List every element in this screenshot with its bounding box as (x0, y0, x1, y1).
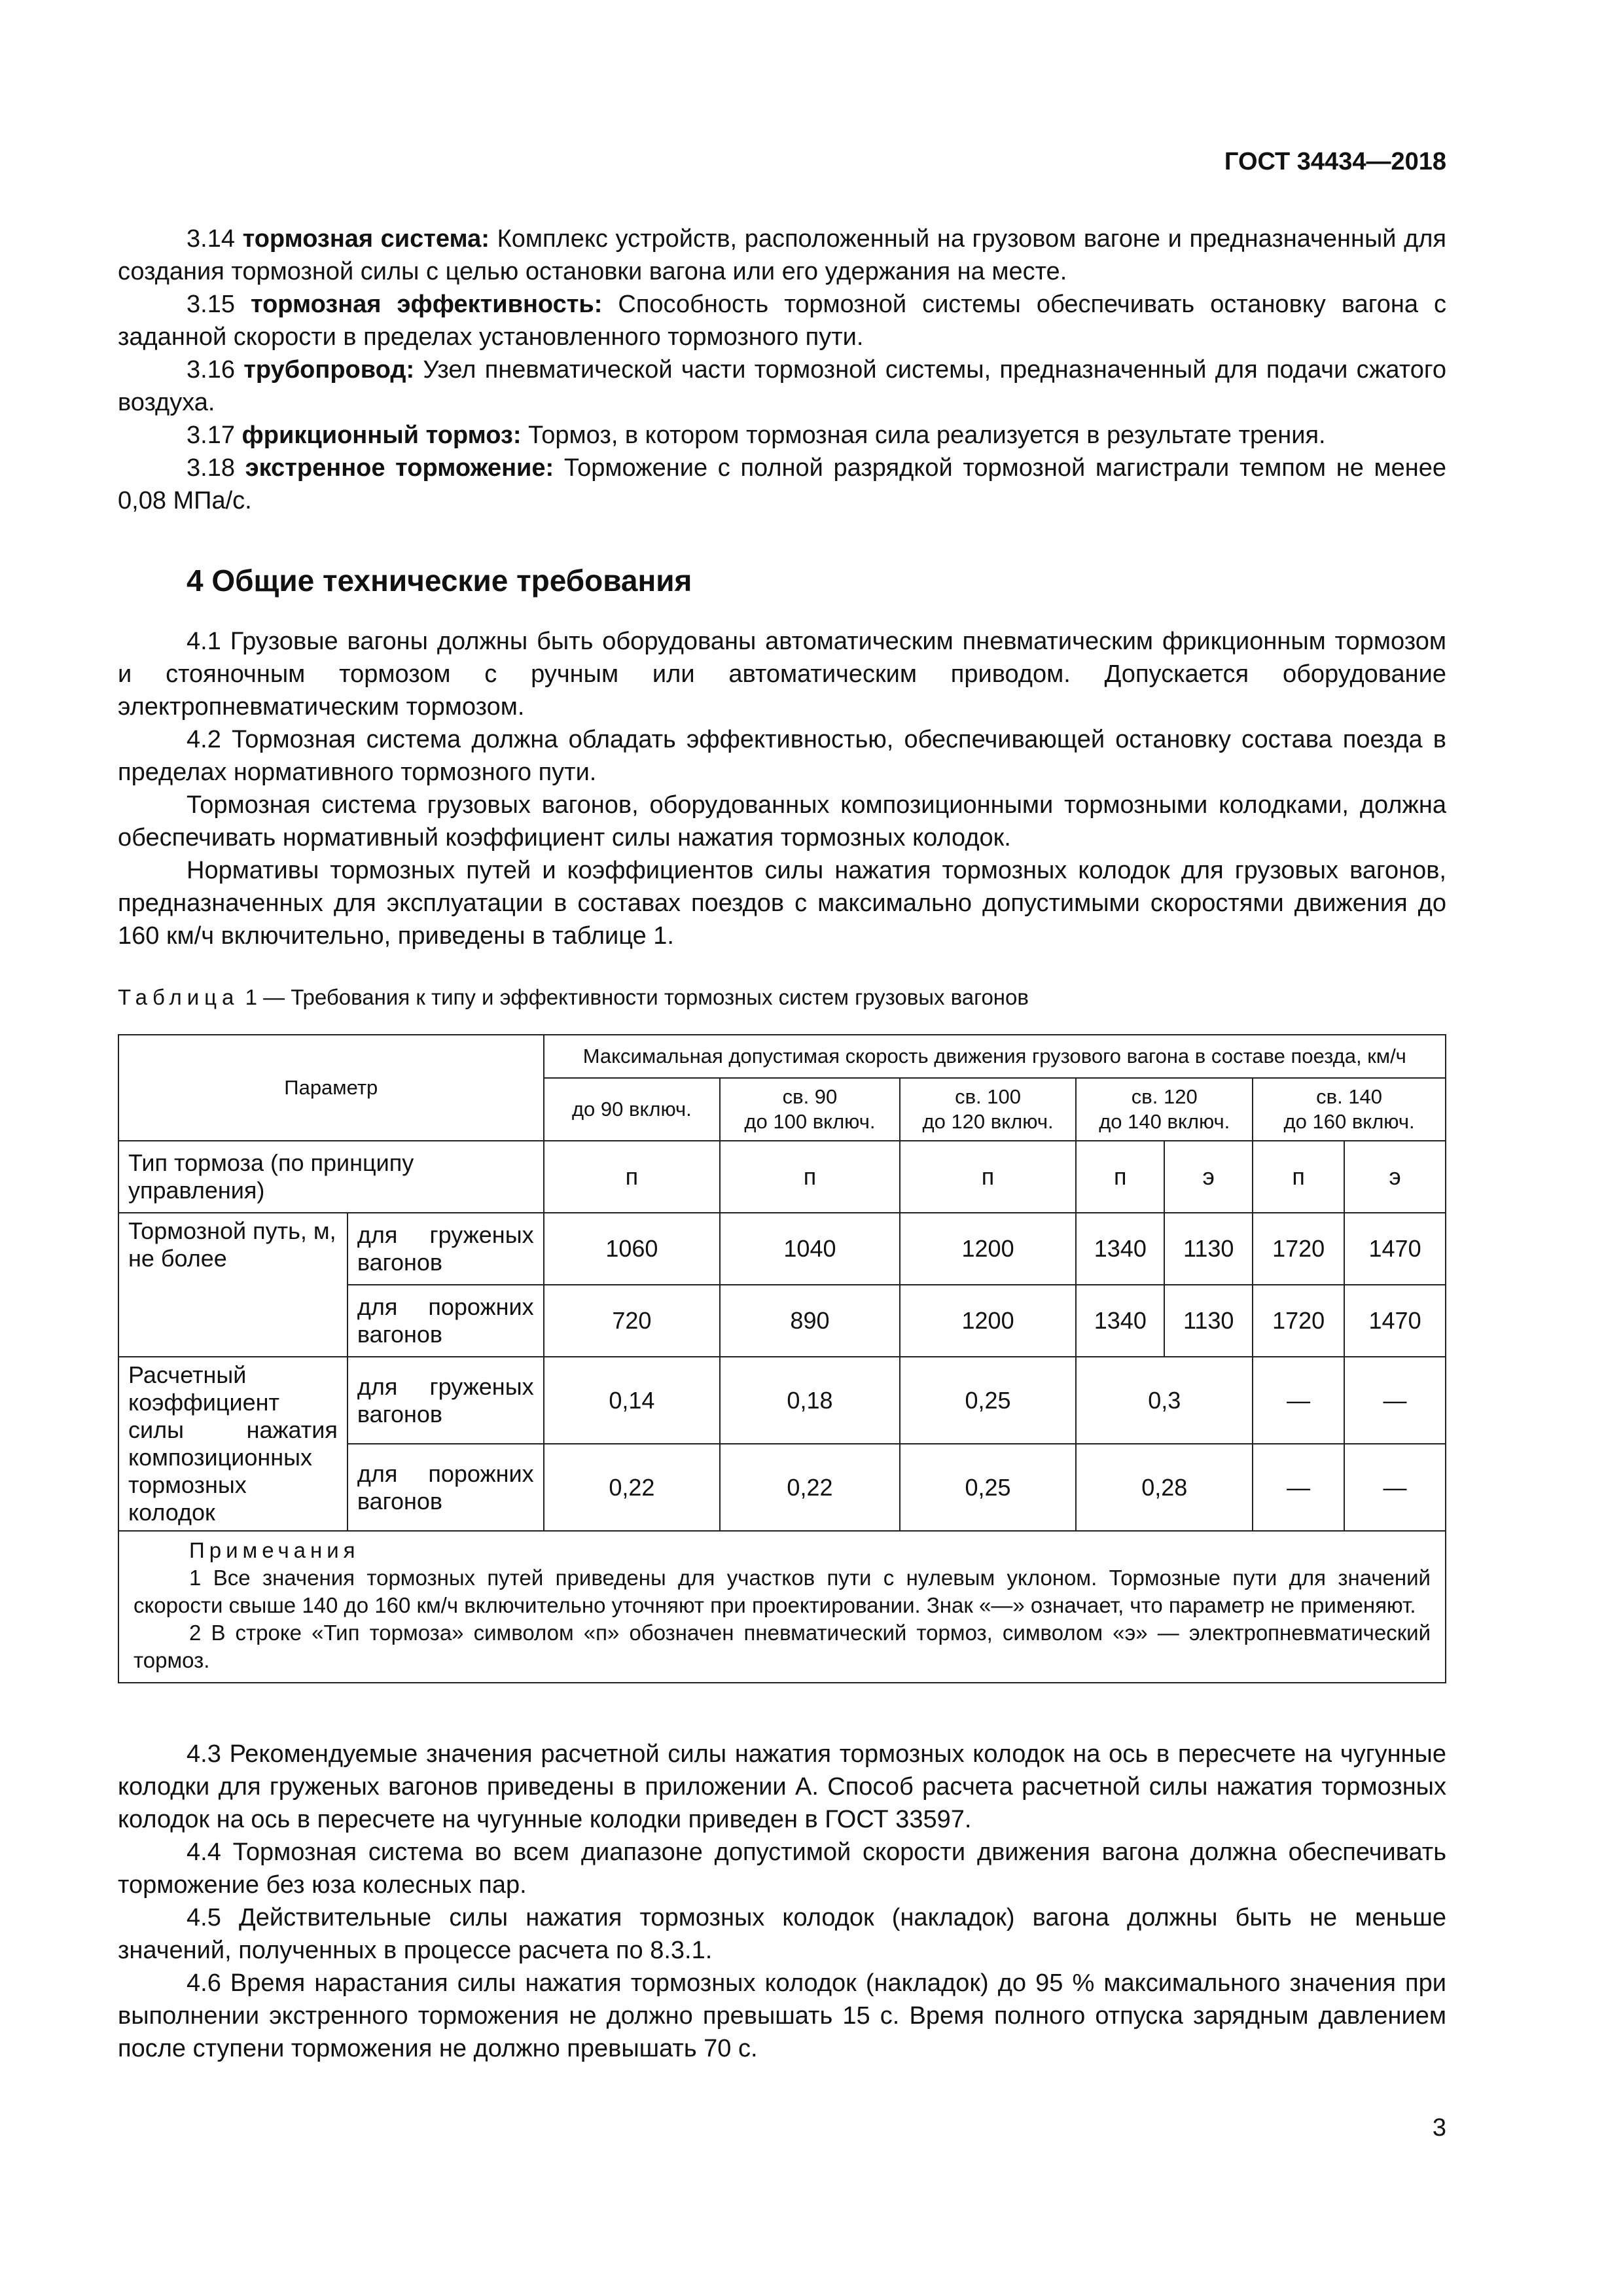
speed-col-header: св. 140 до 160 включ. (1253, 1078, 1446, 1141)
paragraph-4-2: 4.2 Тормозная система должна обладать эффективностью, обеспечивающей остановку состава поезда в пределах нормативного тормозного пути. (118, 726, 1446, 786)
distance-label: Тормозной путь, м, не более (118, 1213, 348, 1357)
table-cell: 1130 (1164, 1285, 1253, 1357)
coefficient-label: Расчетный коэффициент силы нажатия композиционных тормозных колодок (118, 1357, 348, 1531)
paragraph-4-5: 4.5 Действительные силы нажатия тормозных колодок (накладок) вагона должны быть не меньше значений, полученных в процессе расчета по 8.3.1. (118, 1904, 1446, 1964)
speed-col-header: до 90 включ. (544, 1078, 721, 1141)
notes-title: Примечания (189, 1538, 360, 1562)
loaded-label: для груженых вагонов (348, 1357, 544, 1444)
speed-col-header: св. 90 до 100 включ. (720, 1078, 900, 1141)
table-cell: 0,3 (1076, 1357, 1253, 1444)
definition-3-18: 3.18 экстренное торможение: Торможение с полной разрядкой тормозной магистрали темпом не менее 0,08 МПа/с. (118, 454, 1447, 514)
page-number: 3 (1432, 2114, 1446, 2142)
table-cell: — (1344, 1444, 1446, 1531)
table-notes (118, 1531, 1446, 1683)
definition-3-17: 3.17 фрикционный тормоз: Тормоз, в котором тормозная сила реализуется в результате трения. (187, 422, 1326, 449)
speed-col-header: св. 100 до 120 включ. (900, 1078, 1077, 1141)
table-cell: 1340 (1076, 1213, 1164, 1285)
definitions-block (118, 223, 1446, 517)
paragraph-4-4: 4.4 Тормозная система во всем диапазоне допустимой скорости движения вагона должна обеспечивать торможение без юза колесных пар. (118, 1839, 1446, 1899)
speed-col-header: св. 120 до 140 включ. (1076, 1078, 1253, 1141)
table-cell: 1200 (900, 1213, 1077, 1285)
table-caption: Таблица 1 — Требования к типу и эффективности тормозных систем грузовых вагонов (118, 985, 1029, 1009)
definition-3-15: 3.15 тормозная эффективность: Способность тормозной системы обеспечивать остановку вагона с заданной скорости в пределах установленного тормозного пути. (118, 291, 1446, 351)
table-row (118, 1213, 1446, 1285)
table-cell: п (1076, 1141, 1164, 1213)
paragraph-4-1: 4.1 Грузовые вагоны должны быть оборудованы автоматическим пневматическим фрикционным тормозом и стояночным тормозом с ручным или автоматическим приводом. Допускается оборудование электропневматическим тормозом. (118, 628, 1446, 721)
table-cell: 0,25 (900, 1444, 1077, 1531)
table-cell: п (1253, 1141, 1344, 1213)
table-cell: 0,22 (544, 1444, 721, 1531)
table-cell: 1130 (1164, 1213, 1253, 1285)
loaded-label: для груженых вагонов (348, 1213, 544, 1285)
table-cell: 1340 (1076, 1285, 1164, 1357)
table-cell: 0,28 (1076, 1444, 1253, 1531)
speed-header: Максимальная допустимая скорость движения грузового вагона в составе поезда, км/ч (544, 1035, 1446, 1078)
document-code-header: ГОСТ 34434—2018 (1224, 148, 1446, 175)
table-cell: 1040 (720, 1213, 900, 1285)
paragraph-4-2-table-ref: Нормативы тормозных путей и коэффициентов силы нажатия тормозных колодок для грузовых вагонов, предназначенных для эксплуатации в составах поездов с максимально допустимыми скоростями движения до 160 км/ч включительно, приведены в таблице 1. (118, 857, 1446, 950)
table-cell: 0,22 (720, 1444, 900, 1531)
table-cell: 0,25 (900, 1357, 1077, 1444)
table-cell: п (544, 1141, 721, 1213)
table-cell: 1720 (1253, 1285, 1344, 1357)
table-cell: — (1253, 1357, 1344, 1444)
table-cell: п (900, 1141, 1077, 1213)
table-cell: — (1344, 1357, 1446, 1444)
table-cell: э (1164, 1141, 1253, 1213)
paragraph-4-2-cont: Тормозная система грузовых вагонов, оборудованных композиционными тормозными колодками, должна обеспечивать нормативный коэффициент силы нажатия тормозных колодок. (118, 791, 1446, 852)
table-cell: 1200 (900, 1285, 1077, 1357)
table-row (118, 1531, 1446, 1683)
table-cell: 0,18 (720, 1357, 900, 1444)
table-row (118, 1141, 1446, 1213)
brake-requirements-table (118, 1034, 1446, 1683)
table-cell: 0,14 (544, 1357, 721, 1444)
table-cell: 1470 (1344, 1285, 1446, 1357)
paragraph-4-6: 4.6 Время нарастания силы нажатия тормозных колодок (накладок) до 95 % максимального значения при выполнении экстренного торможения не должно превышать 15 с. Время полного отпуска зарядным давлением после ступени торможения не должно превышать 70 с. (118, 1969, 1446, 2062)
note-1: 1 Все значения тормозных путей приведены для участков пути с нулевым уклоном. Тормозные пути для значений скорости свыше 140 до 160 км/ч включительно уточняют при проектировании. Знак «—» означает, что параметр не применяют. (134, 1566, 1431, 1617)
table-row (118, 1357, 1446, 1444)
section-4-text (118, 625, 1446, 952)
table-cell: п (720, 1141, 900, 1213)
definition-3-14: 3.14 тормозная система: Комплекс устройств, расположенный на грузовом вагоне и предназначенный для создания тормозной силы с целью остановки вагона или его удержания на месте. (118, 225, 1447, 285)
table-cell: 1470 (1344, 1213, 1446, 1285)
table-cell: 1060 (544, 1213, 721, 1285)
empty-label: для порожних вагонов (348, 1285, 544, 1357)
parameter-header: Параметр (118, 1035, 544, 1141)
brake-type-label: Тип тормоза (по принципу управления) (118, 1141, 544, 1213)
table-cell: 1720 (1253, 1213, 1344, 1285)
note-2: 2 В строке «Тип тормоза» символом «п» обозначен пневматический тормоз, символом «э» — электропневматический тормоз. (134, 1621, 1431, 1672)
section-4-continued (118, 1738, 1446, 2065)
table-cell: — (1253, 1444, 1344, 1531)
table-cell: 890 (720, 1285, 900, 1357)
empty-label: для порожних вагонов (348, 1444, 544, 1531)
section-heading: 4 Общие технические требования (187, 564, 692, 598)
paragraph-4-3: 4.3 Рекомендуемые значения расчетной силы нажатия тормозных колодок на ось в пересчете на чугунные колодки для груженых вагонов приведены в приложении А. Способ расчета расчетной силы нажатия тормозных колодок на ось в пересчете на чугунные колодки приведен в ГОСТ 33597. (118, 1740, 1446, 1833)
table-cell: 720 (544, 1285, 721, 1357)
definition-3-16: 3.16 трубопровод: Узел пневматической части тормозной системы, предназначенный для подачи сжатого воздуха. (118, 356, 1446, 416)
table-cell: э (1344, 1141, 1446, 1213)
